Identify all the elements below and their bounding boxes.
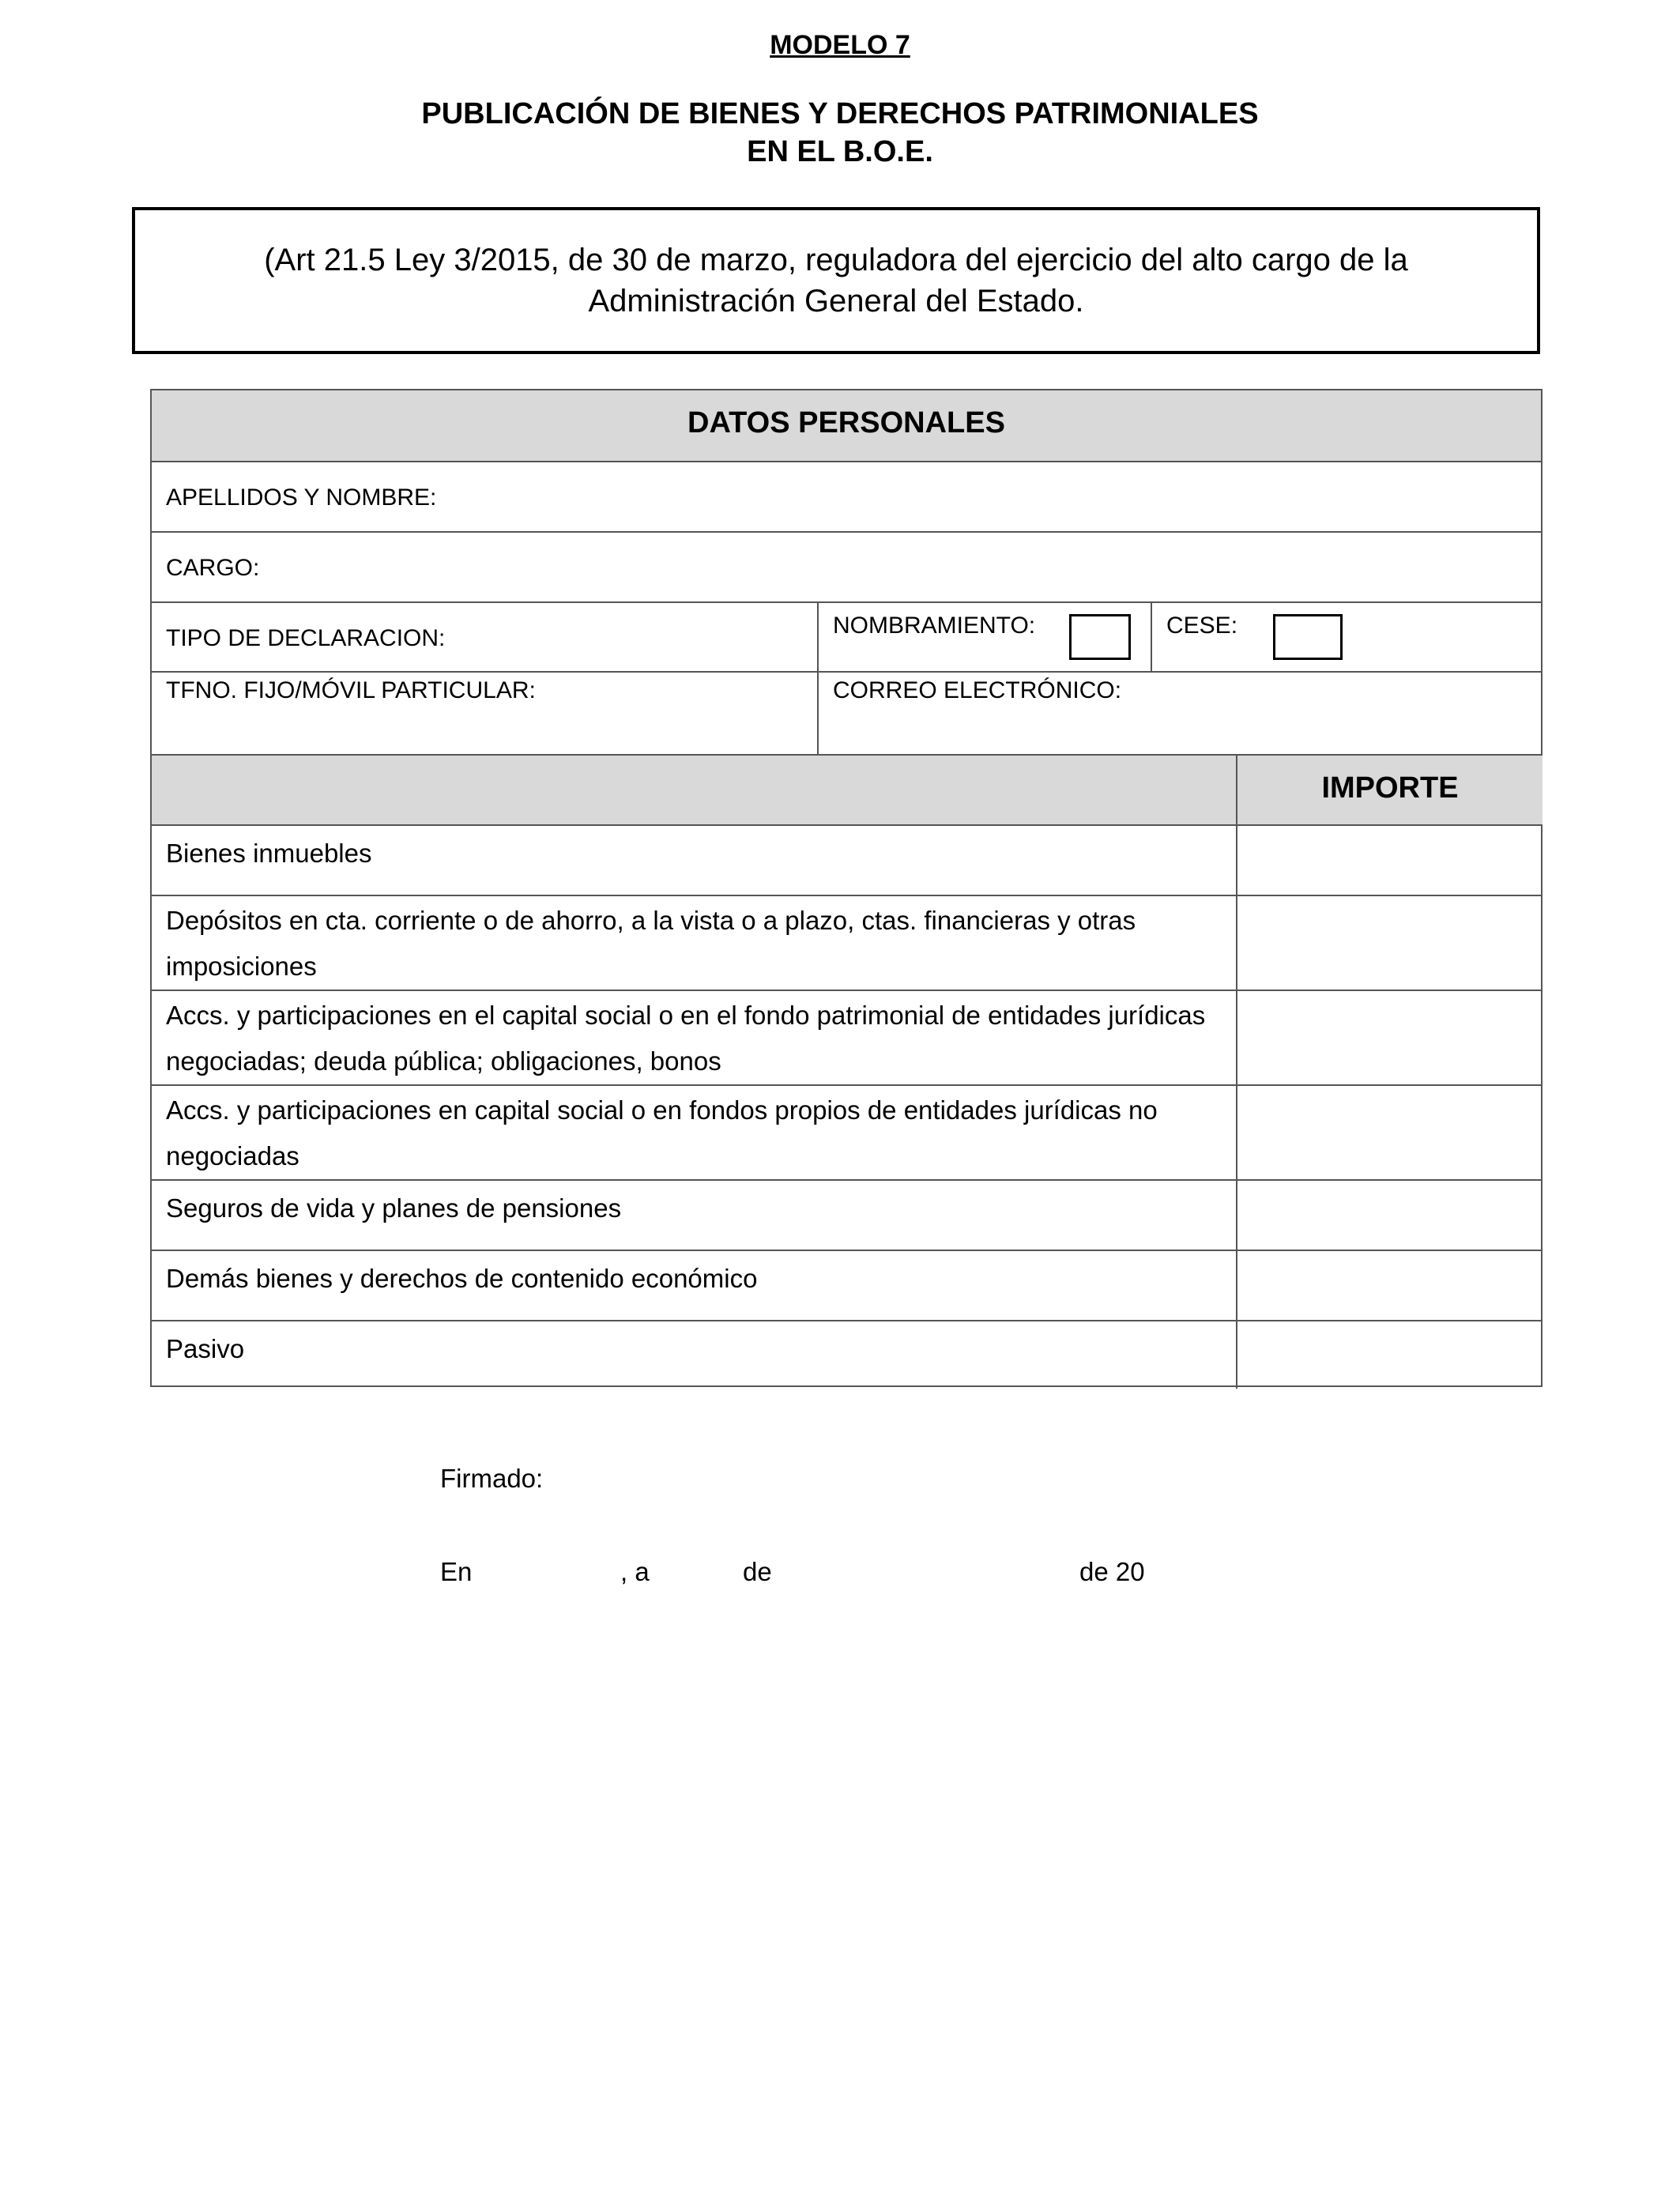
legal-reference-text: (Art 21.5 Ley 3/2015, de 30 de marzo, reguladora del ejercicio del alto cargo de la Administración General del Estado.: [264, 243, 1408, 319]
column-divider: [1236, 896, 1237, 991]
telefono-label: TFNO. FIJO/MÓVIL PARTICULAR:: [166, 677, 536, 703]
asset-row: [152, 1179, 1541, 1250]
asset-row: [152, 1084, 1541, 1179]
declaration-table: [150, 389, 1543, 1387]
asset-row: [152, 1250, 1541, 1320]
contact-row: [152, 671, 1541, 754]
correo-label: CORREO ELECTRÓNICO:: [833, 677, 1122, 703]
cargo-row[interactable]: [152, 531, 1541, 601]
column-divider: [1236, 1086, 1237, 1181]
section-header-personal: [152, 390, 1541, 461]
column-divider: [817, 673, 819, 756]
asset-row: [152, 990, 1541, 1084]
form-model-number: MODELO 7: [770, 30, 910, 60]
year-label: de 20: [1079, 1557, 1145, 1586]
title-line-1: PUBLICACIÓN DE BIENES Y DERECHOS PATRIMONIALES: [421, 97, 1259, 130]
section-title: DATOS PERSONALES: [687, 406, 1005, 439]
column-divider: [1236, 826, 1237, 896]
asset-label: Seguros de vida y planes de pensiones: [166, 1193, 622, 1223]
tipo-declaracion-label: TIPO DE DECLARACION:: [166, 625, 446, 651]
column-divider: [1236, 1181, 1237, 1251]
apellidos-label: APELLIDOS Y NOMBRE:: [166, 484, 437, 511]
day-label: , a: [620, 1557, 650, 1586]
apellidos-row[interactable]: [152, 461, 1541, 531]
place-label: En: [440, 1557, 473, 1586]
nombramiento-checkbox[interactable]: [1069, 614, 1131, 660]
cargo-label: CARGO:: [166, 555, 260, 581]
column-divider: [1236, 1321, 1237, 1389]
legal-reference-box: [132, 207, 1540, 354]
cese-checkbox[interactable]: [1273, 614, 1343, 660]
nombramiento-label: NOMBRAMIENTO:: [833, 613, 1036, 639]
cese-label: CESE:: [1166, 613, 1238, 639]
section-header-assets: [152, 754, 1541, 824]
asset-label: Accs. y participaciones en el capital social o en el fondo patrimonial de entidades jurídicas negociadas; deuda pública; obligaciones, bonos: [166, 1001, 1206, 1076]
asset-row: [152, 824, 1541, 895]
form-title: [0, 95, 1680, 171]
firmado-label: Firmado:: [440, 1464, 544, 1493]
asset-label: Depósitos en cta. corriente o de ahorro, a la vista o a plazo, ctas. financieras y otras imposiciones: [166, 906, 1136, 981]
importe-header: IMPORTE: [1321, 771, 1459, 805]
column-divider: [1236, 991, 1237, 1086]
column-divider: [1236, 1251, 1237, 1321]
asset-label: Bienes inmuebles: [166, 839, 372, 868]
title-line-2: EN EL B.O.E.: [747, 135, 933, 168]
column-divider: [1151, 603, 1152, 673]
asset-label: Demás bienes y derechos de contenido económico: [166, 1264, 758, 1293]
asset-row: [152, 1320, 1541, 1387]
tipo-declaracion-row: [152, 601, 1541, 671]
asset-row: [152, 895, 1541, 990]
asset-label: Accs. y participaciones en capital social o en fondos propios de entidades jurídicas no negociadas: [166, 1095, 1158, 1171]
asset-label: Pasivo: [166, 1334, 245, 1363]
column-divider: [817, 603, 819, 673]
month-label: de: [743, 1557, 772, 1586]
